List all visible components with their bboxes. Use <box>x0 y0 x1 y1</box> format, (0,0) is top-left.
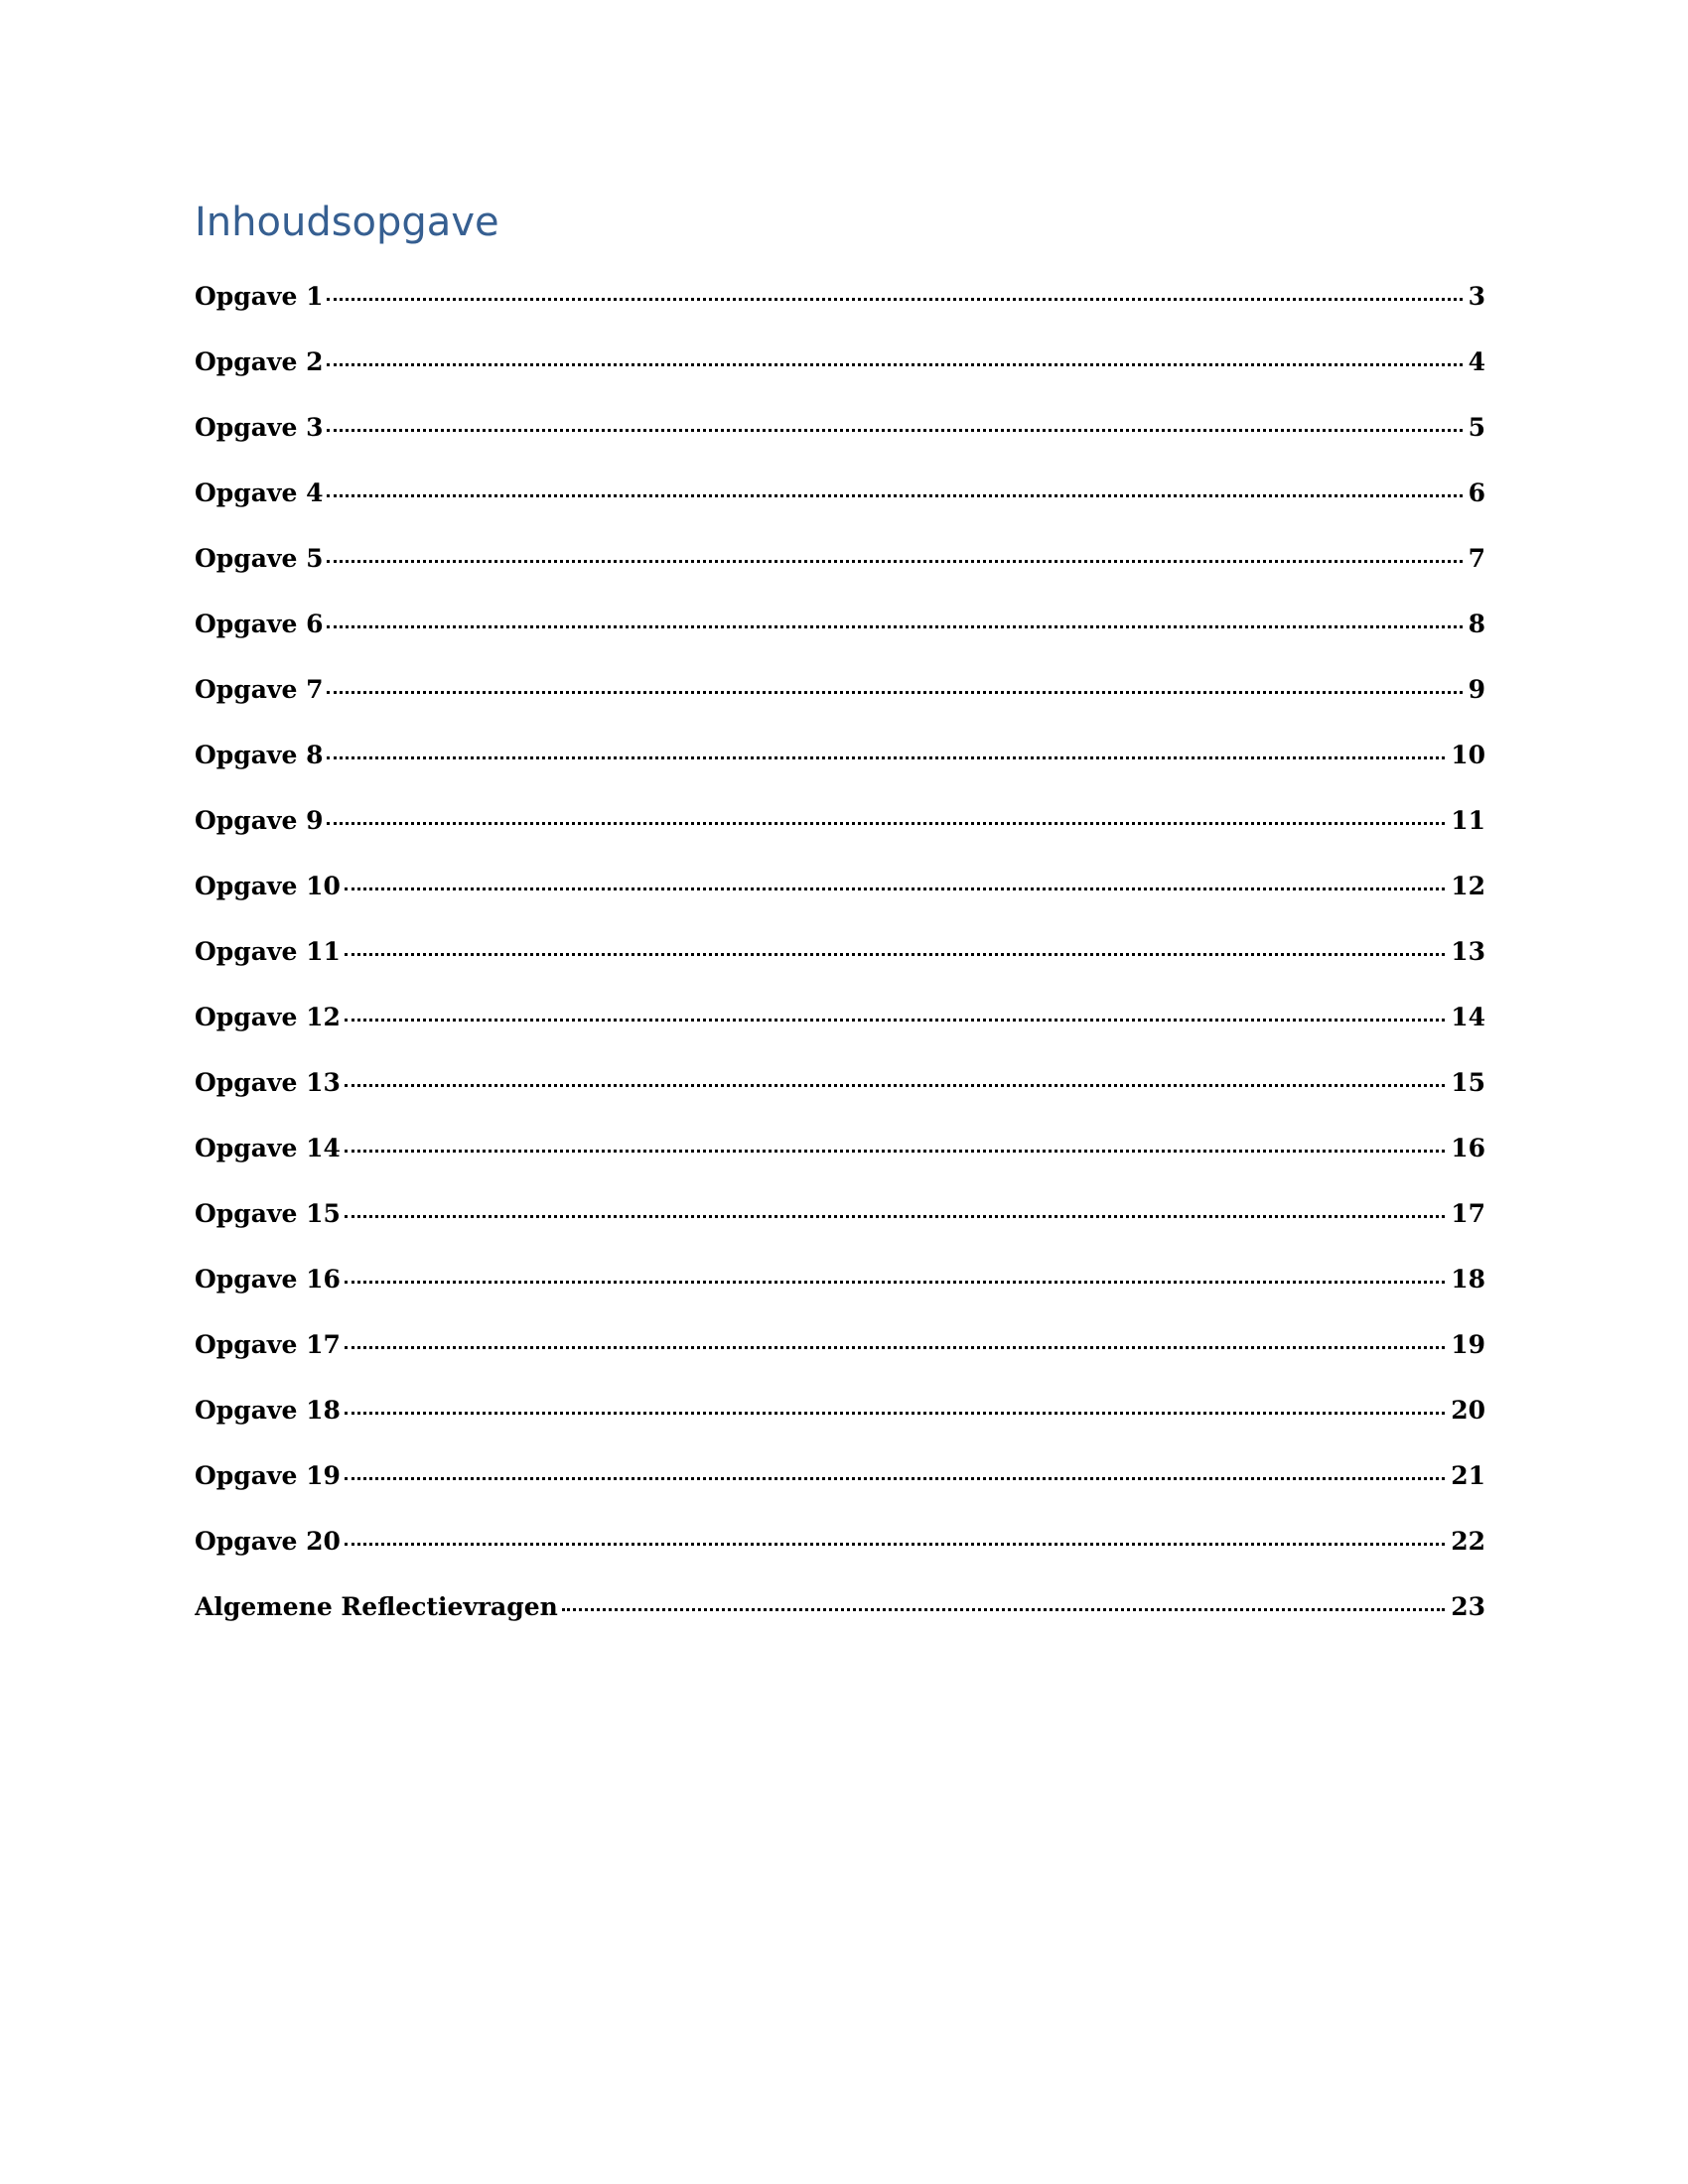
toc-entry-page: 18 <box>1451 1265 1485 1294</box>
toc-entry-page: 3 <box>1468 282 1485 311</box>
toc-entry-opgave-19[interactable] <box>195 1461 1485 1527</box>
toc-entry-page: 6 <box>1468 478 1485 507</box>
toc-dot-leader <box>345 887 1445 890</box>
toc-entry-opgave-1[interactable] <box>195 282 1485 347</box>
toc-entry-page: 13 <box>1451 937 1485 966</box>
toc-entry-page: 4 <box>1468 347 1485 376</box>
toc-entry-opgave-2[interactable] <box>195 347 1485 413</box>
toc-entry-opgave-8[interactable] <box>195 741 1485 806</box>
toc-entry-opgave-11[interactable] <box>195 937 1485 1003</box>
toc-entry-page: 14 <box>1451 1003 1485 1031</box>
toc-entry-page: 23 <box>1451 1592 1485 1621</box>
toc-entry-label: Opgave 19 <box>195 1461 341 1490</box>
toc-entry-opgave-12[interactable] <box>195 1003 1485 1068</box>
toc-entry-page: 15 <box>1451 1068 1485 1097</box>
toc-entry-label: Opgave 9 <box>195 806 324 835</box>
toc-entry-opgave-17[interactable] <box>195 1330 1485 1396</box>
toc-entry-opgave-14[interactable] <box>195 1134 1485 1199</box>
toc-entry-label: Opgave 13 <box>195 1068 341 1097</box>
toc-dot-leader <box>327 363 1462 366</box>
toc-entry-page: 19 <box>1451 1330 1485 1359</box>
toc-dot-leader <box>327 494 1462 497</box>
toc-dot-leader <box>345 1084 1445 1087</box>
toc-entry-label: Algemene Reflectievragen <box>195 1592 558 1621</box>
toc-entry-page: 21 <box>1451 1461 1485 1490</box>
toc-entry-label: Opgave 16 <box>195 1265 341 1294</box>
toc-entry-label: Opgave 18 <box>195 1396 341 1425</box>
toc-dot-leader <box>327 822 1445 825</box>
toc-dot-leader <box>327 560 1462 563</box>
toc-list <box>195 282 1485 1658</box>
toc-entry-label: Opgave 2 <box>195 347 324 376</box>
toc-entry-opgave-3[interactable] <box>195 413 1485 478</box>
toc-entry-page: 20 <box>1451 1396 1485 1425</box>
toc-dot-leader <box>345 953 1445 956</box>
toc-dot-leader <box>327 756 1445 759</box>
toc-dot-leader <box>345 1150 1445 1153</box>
toc-dot-leader <box>327 298 1462 301</box>
toc-entry-algemene-reflectievragen[interactable] <box>195 1592 1485 1658</box>
toc-entry-opgave-9[interactable] <box>195 806 1485 872</box>
toc-dot-leader <box>327 429 1462 432</box>
toc-dot-leader <box>562 1608 1445 1611</box>
toc-entry-opgave-13[interactable] <box>195 1068 1485 1134</box>
toc-entry-label: Opgave 12 <box>195 1003 341 1031</box>
toc-entry-label: Opgave 4 <box>195 478 324 507</box>
toc-entry-label: Opgave 1 <box>195 282 324 311</box>
toc-entry-opgave-16[interactable] <box>195 1265 1485 1330</box>
toc-entry-label: Opgave 6 <box>195 610 324 638</box>
toc-entry-opgave-10[interactable] <box>195 872 1485 937</box>
toc-dot-leader <box>345 1346 1445 1349</box>
toc-entry-label: Opgave 20 <box>195 1527 341 1556</box>
toc-entry-opgave-7[interactable] <box>195 675 1485 741</box>
toc-entry-page: 10 <box>1451 741 1485 769</box>
toc-dot-leader <box>345 1477 1445 1480</box>
toc-entry-page: 5 <box>1468 413 1485 442</box>
toc-dot-leader <box>327 625 1462 628</box>
toc-entry-opgave-5[interactable] <box>195 544 1485 610</box>
toc-entry-opgave-20[interactable] <box>195 1527 1485 1592</box>
toc-entry-opgave-6[interactable] <box>195 610 1485 675</box>
toc-entry-page: 17 <box>1451 1199 1485 1228</box>
toc-entry-label: Opgave 10 <box>195 872 341 900</box>
toc-entry-label: Opgave 14 <box>195 1134 341 1162</box>
toc-title: Inhoudsopgave <box>195 200 499 245</box>
toc-entry-page: 16 <box>1451 1134 1485 1162</box>
toc-dot-leader <box>345 1543 1445 1546</box>
toc-entry-label: Opgave 15 <box>195 1199 341 1228</box>
toc-entry-opgave-18[interactable] <box>195 1396 1485 1461</box>
toc-entry-label: Opgave 3 <box>195 413 324 442</box>
toc-dot-leader <box>327 691 1462 694</box>
toc-entry-page: 11 <box>1451 806 1485 835</box>
toc-entry-label: Opgave 11 <box>195 937 341 966</box>
toc-entry-opgave-4[interactable] <box>195 478 1485 544</box>
toc-entry-page: 9 <box>1468 675 1485 704</box>
toc-entry-opgave-15[interactable] <box>195 1199 1485 1265</box>
toc-entry-page: 12 <box>1451 872 1485 900</box>
toc-entry-label: Opgave 5 <box>195 544 324 573</box>
toc-dot-leader <box>345 1281 1445 1284</box>
toc-dot-leader <box>345 1215 1445 1218</box>
toc-entry-page: 7 <box>1468 544 1485 573</box>
toc-entry-label: Opgave 8 <box>195 741 324 769</box>
toc-entry-label: Opgave 7 <box>195 675 324 704</box>
toc-entry-page: 22 <box>1451 1527 1485 1556</box>
toc-entry-page: 8 <box>1468 610 1485 638</box>
toc-dot-leader <box>345 1019 1445 1022</box>
toc-dot-leader <box>345 1412 1445 1415</box>
toc-entry-label: Opgave 17 <box>195 1330 341 1359</box>
